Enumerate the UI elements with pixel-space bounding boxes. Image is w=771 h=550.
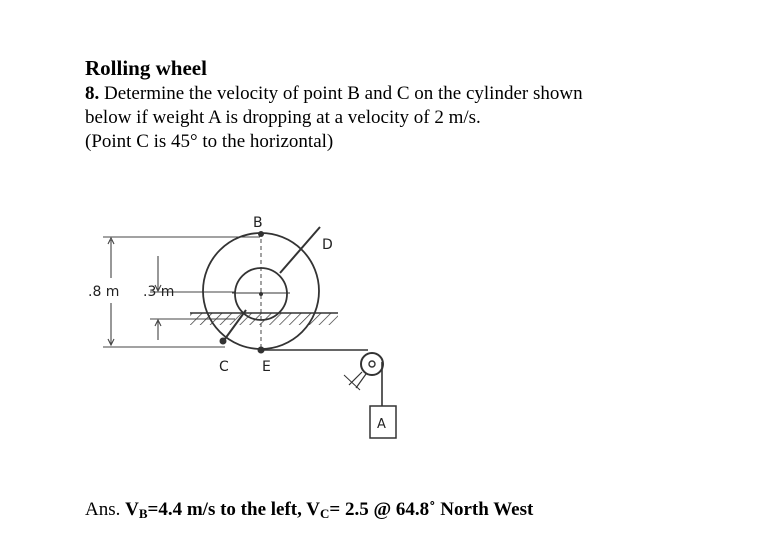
wheel — [203, 227, 320, 350]
label-D: D — [322, 237, 333, 253]
label-inner-dim: .3 m — [143, 284, 175, 300]
problem-number: 8. — [85, 83, 100, 104]
pulley-axle — [369, 361, 375, 367]
label-C: C — [219, 359, 229, 375]
label-B: B — [253, 215, 263, 231]
point-C-dot — [220, 338, 227, 345]
label-E: E — [262, 359, 271, 375]
dimension-lines — [103, 237, 260, 347]
answer-body — [125, 499, 533, 520]
problem-line-3: (Point C is 45° to the horizontal) — [85, 131, 334, 152]
answer-b-value: =4.4 m/s to the left, — [147, 499, 307, 520]
wheel-center-dot — [259, 292, 263, 296]
answer-v-c: V — [306, 499, 321, 520]
answer-prefix: Ans. — [85, 499, 126, 520]
problem-title: Rolling wheel — [85, 56, 207, 80]
label-outer-dim: .8 m — [88, 284, 120, 300]
label-A: A — [377, 417, 386, 432]
answer-c-value: = 2.5 @ 64.8˚ North West — [329, 499, 534, 520]
problem-line-2: below if weight A is dropping at a velocity of 2 m/s. — [85, 107, 481, 128]
pulley-mount-line — [344, 375, 360, 390]
point-B-dot — [258, 231, 264, 237]
pulley — [361, 353, 383, 375]
answer-line — [85, 498, 533, 526]
problem-text-1: Determine the velocity of point B and C on the cylinder shown — [99, 83, 583, 104]
answer-sub-b: B — [138, 506, 148, 521]
cable-and-pulley — [261, 350, 396, 438]
answer-sub-c: C — [320, 506, 330, 521]
answer-v-b: V — [125, 499, 139, 520]
